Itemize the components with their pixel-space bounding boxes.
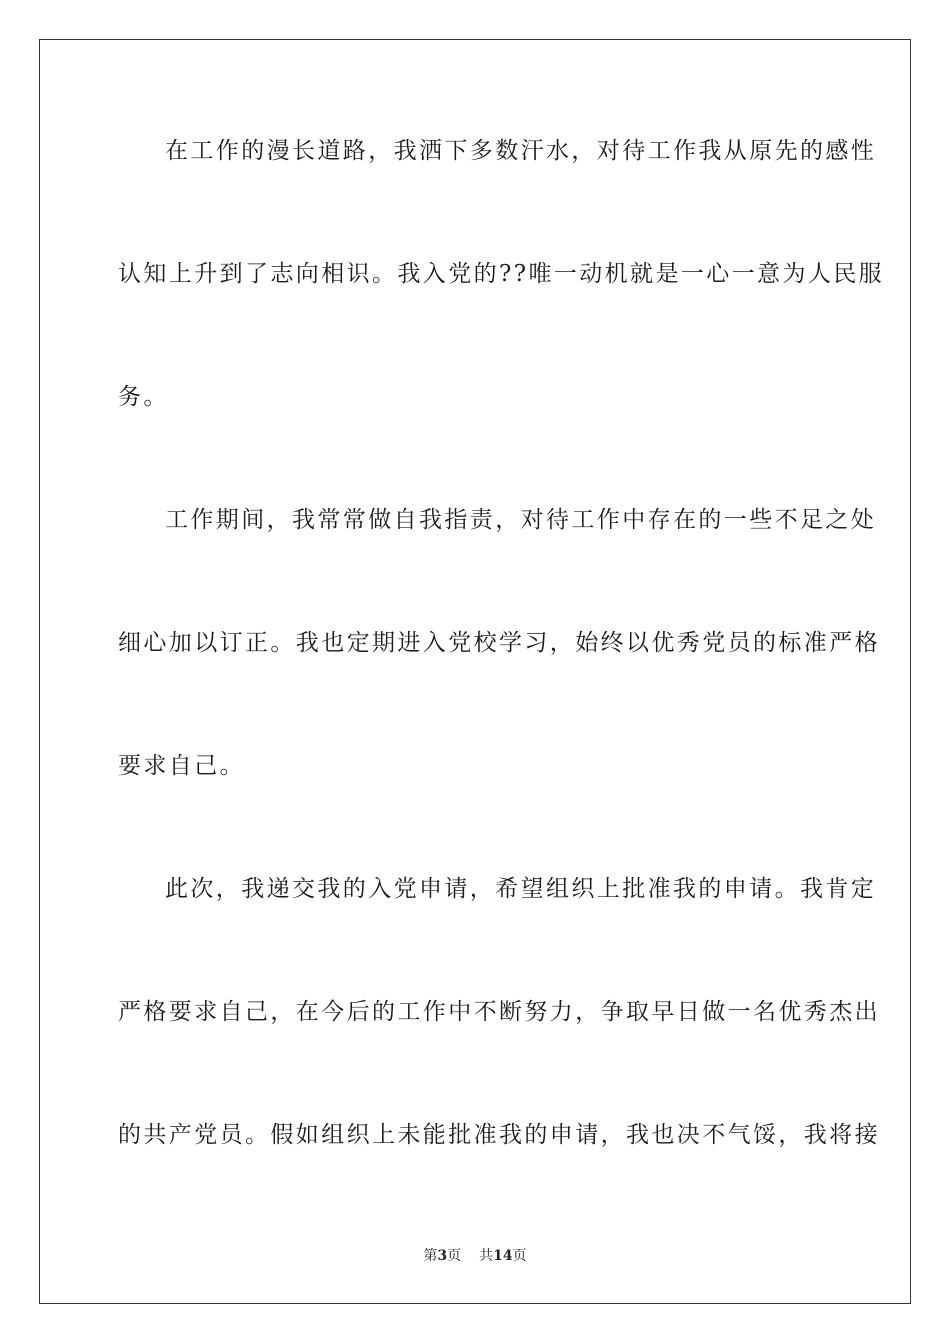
page-suffix: 页	[447, 1248, 462, 1264]
paragraph-1-line-1: 在工作的漫长道路，我洒下多数汗水，对待工作我从原先的感性	[165, 138, 877, 164]
paragraph-1-line-2: 认知上升到了志向相识。我入党的??唯一动机就是一心一意为人民服	[118, 261, 885, 287]
total-suffix: 页	[512, 1248, 527, 1264]
paragraph-1-line-3: 务。	[118, 384, 169, 410]
paragraph-2-line-1: 工作期间，我常常做自我指责，对待工作中存在的一些不足之处	[165, 507, 877, 533]
current-page-number: 3	[437, 1248, 448, 1264]
paragraph-3-line-2: 严格要求自己，在今后的工作中不断努力，争取早日做一名优秀杰出	[118, 999, 880, 1025]
page-border	[39, 39, 911, 1304]
total-pages-number: 14	[493, 1248, 513, 1264]
paragraph-3-line-3: 的共产党员。假如组织上未能批准我的申请，我也决不气馁，我将接	[118, 1122, 880, 1148]
page-prefix: 第	[423, 1248, 438, 1264]
paragraph-3-line-1: 此次，我递交我的入党申请，希望组织上批准我的申请。我肯定	[165, 876, 877, 902]
paragraph-2-line-3: 要求自己。	[118, 753, 245, 779]
paragraph-2-line-2: 细心加以订正。我也定期进入党校学习，始终以优秀党员的标准严格	[118, 630, 880, 656]
total-prefix: 共	[479, 1248, 494, 1264]
page-footer	[0, 1246, 950, 1266]
